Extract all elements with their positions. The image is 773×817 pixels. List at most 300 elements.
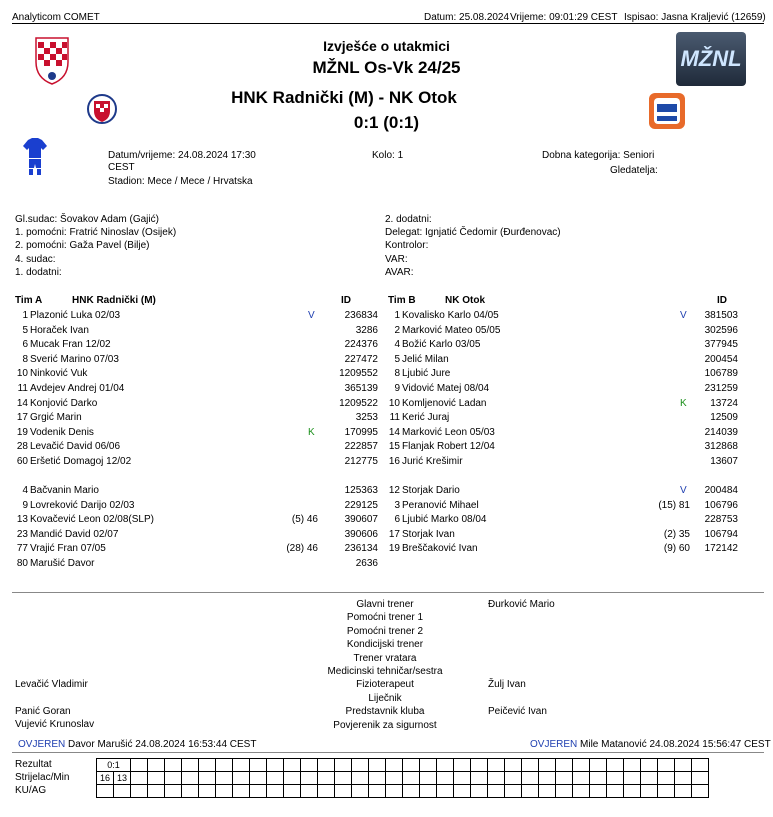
staff-role: Trener vratara [353, 652, 417, 664]
grid-cell [454, 759, 471, 772]
player-number: 6 [394, 514, 400, 526]
player-number: 16 [388, 456, 400, 467]
player-id: 227472 [344, 353, 378, 365]
player-id: 106796 [704, 499, 738, 511]
player-row [8, 411, 378, 425]
player-id: 377945 [704, 339, 738, 351]
player-row [380, 367, 750, 381]
player-number: 5 [22, 324, 28, 336]
player-id: 302596 [704, 324, 738, 336]
grid-cell [250, 772, 267, 785]
official-right: 2. dodatni: [385, 214, 432, 225]
player-number: 11 [17, 383, 28, 394]
player-id: 12509 [710, 412, 738, 424]
player-name: Kovalisko Karlo 04/05 [402, 310, 499, 321]
grid-cell [692, 759, 709, 772]
player-id: 3253 [355, 412, 378, 424]
match-title: HNK Radnički (M) - NK Otok [231, 88, 457, 107]
player-id: 390607 [344, 514, 378, 526]
grid-cell [199, 772, 216, 785]
away-verified [530, 739, 771, 750]
player-name: Božić Karlo 03/05 [402, 339, 481, 351]
player-row [380, 324, 750, 338]
player-name: Ninković Vuk [30, 368, 88, 380]
player-number: 10 [16, 368, 28, 380]
home-security-officer: Vujević Krunoslav [15, 719, 95, 730]
player-number: 5 [394, 353, 400, 365]
staff-role: Predstavnik kluba [345, 706, 425, 718]
substitution-info: (28) 46 [286, 543, 318, 555]
grid-cell [522, 785, 539, 798]
grid-cell [573, 785, 590, 798]
official-right: VAR: [385, 254, 408, 265]
player-name: Lovreković Darijo 02/03 [30, 499, 135, 511]
grid-cell [233, 785, 250, 798]
grid-cell: 16 [97, 772, 114, 785]
grid-cell [97, 785, 114, 798]
player-number: 14 [16, 397, 28, 409]
player-id: 312868 [704, 441, 738, 453]
player-id: 172142 [704, 543, 738, 555]
grid-cell [352, 772, 369, 785]
player-row [380, 426, 750, 440]
staff-role: Kondicijski trener [346, 639, 424, 651]
print-date: Datum: 25.08.2024 [424, 12, 510, 23]
player-name: Jelić Milan [402, 353, 449, 365]
player-row [8, 484, 378, 498]
grid-cell [369, 759, 386, 772]
grid-cell [454, 772, 471, 785]
grid-cell [573, 772, 590, 785]
grid-cell [420, 772, 437, 785]
player-number: 1 [22, 310, 28, 321]
grid-cell [641, 785, 658, 798]
player-number: 4 [394, 339, 400, 351]
player-name: Breščaković Ivan [402, 543, 478, 555]
grid-cell [148, 759, 165, 772]
player-number: 11 [389, 412, 400, 424]
grid-cell [386, 759, 403, 772]
player-number: 15 [388, 441, 400, 453]
grid-cell [267, 785, 284, 798]
player-id: 236134 [344, 543, 378, 555]
match-stadium: Stadion: Mece / Mece / Hrvatska [108, 176, 253, 187]
player-number: 14 [388, 426, 400, 438]
grid-cell [624, 772, 641, 785]
player-number: 19 [16, 426, 28, 438]
team-a-label: Tim A [15, 295, 43, 306]
official-right: AVAR: [385, 267, 414, 278]
player-id: 2636 [355, 558, 378, 569]
grid-cell [641, 772, 658, 785]
staff-role: Pomoćni trener 2 [346, 625, 424, 637]
grid-cell [556, 759, 573, 772]
substitution-info: (2) 35 [663, 528, 690, 540]
match-tz: CEST [108, 162, 135, 173]
player-name: Vidović Matej 08/04 [402, 383, 490, 394]
grid-cell [505, 785, 522, 798]
player-row [8, 542, 378, 556]
player-row [380, 338, 750, 352]
grid-cell [590, 772, 607, 785]
grid-cell [216, 772, 233, 785]
grid-row [97, 785, 709, 798]
grid-cell: 0:1 [97, 759, 131, 772]
staff-role: Liječnik [368, 692, 402, 704]
grid-cell [420, 759, 437, 772]
grid-cell [590, 785, 607, 798]
grid-cell [471, 772, 488, 785]
player-number: 17 [388, 528, 400, 540]
staff-role: Medicinski tehničar/sestra [327, 666, 443, 677]
grid-cell [403, 772, 420, 785]
player-id: 212775 [344, 456, 378, 467]
grid-cell [488, 785, 505, 798]
player-name: Flanjak Robert 12/04 [402, 441, 495, 453]
player-name: Sverić Marino 07/03 [30, 353, 119, 365]
official-left: 2. pomoćni: Gaža Pavel (Bilje) [15, 240, 150, 251]
grid-cell [658, 759, 675, 772]
grid-cell [607, 759, 624, 772]
spectators: Gledatelja: [610, 165, 658, 176]
substitution-info: (15) 81 [658, 499, 690, 511]
player-number: 80 [16, 558, 28, 569]
grid-cell [284, 759, 301, 772]
player-number: 2 [394, 324, 400, 336]
player-number: 1 [394, 310, 400, 321]
player-id: 106794 [704, 528, 738, 540]
player-name: Levačić David 06/06 [30, 441, 121, 453]
player-id: 200484 [704, 485, 738, 496]
grid-cell [233, 759, 250, 772]
verified-tag: OVJEREN [18, 739, 66, 750]
grid-cell [352, 785, 369, 798]
player-row [380, 309, 750, 323]
grid-cell [539, 785, 556, 798]
player-row [8, 338, 378, 352]
grid-cell [624, 785, 641, 798]
grid-cell [131, 759, 148, 772]
grid-cell [301, 785, 318, 798]
player-number: 4 [22, 485, 28, 496]
grid-cell [335, 772, 352, 785]
grid-cell [573, 759, 590, 772]
player-row [380, 513, 750, 527]
kit-icon [22, 138, 48, 176]
player-name: Eršetić Domagoj 12/02 [30, 456, 132, 467]
player-id: 236834 [344, 310, 378, 321]
grid-cell [301, 772, 318, 785]
print-time: Vrijeme: 09:01:29 CEST [510, 12, 618, 23]
official-left: 1. dodatni: [15, 267, 62, 278]
printed-by: Ispisao: Jasna Kraljević (12659) [624, 12, 766, 23]
player-number: 3 [394, 499, 400, 511]
player-row [380, 397, 750, 411]
player-row [8, 528, 378, 542]
grid-cell [216, 759, 233, 772]
grid-cell [199, 759, 216, 772]
verified-text: Mile Matanović 24.08.2024 15:56:47 CEST [580, 739, 771, 750]
staff-role: Fizioterapeut [356, 679, 414, 691]
official-left: 1. pomoćni: Fratrić Ninoslav (Osijek) [15, 227, 177, 238]
player-name: Mucak Fran 12/02 [30, 339, 111, 351]
player-id: 365139 [344, 383, 378, 394]
player-number: 28 [16, 441, 28, 453]
grid-cell [131, 772, 148, 785]
grid-row [97, 759, 709, 772]
player-row [380, 382, 750, 396]
grid-cell [403, 759, 420, 772]
player-name: Avdejev Andrej 01/04 [30, 383, 125, 394]
player-id: 222857 [344, 441, 378, 453]
player-name: Storjak Dario [402, 485, 460, 496]
grid-cell [471, 785, 488, 798]
player-row [380, 528, 750, 542]
player-id: 228753 [704, 514, 738, 526]
player-id: 214039 [704, 426, 738, 438]
player-name: Vrajić Fran 07/05 [30, 543, 106, 555]
grid-cell [658, 772, 675, 785]
player-name: Marković Mateo 05/05 [402, 324, 501, 336]
player-row [8, 367, 378, 381]
player-id: 1209552 [339, 368, 378, 380]
grid-cell [267, 759, 284, 772]
staff-role: Pomoćni trener 1 [346, 612, 424, 624]
player-id: 3286 [355, 324, 378, 336]
substitution-info: (9) 60 [663, 543, 690, 555]
player-id: 231259 [704, 383, 738, 394]
player-row [8, 397, 378, 411]
player-name: Bačvanin Mario [30, 485, 99, 496]
grid-cell [539, 759, 556, 772]
grid-cell [420, 785, 437, 798]
player-id: 170995 [344, 426, 378, 438]
player-number: 60 [16, 456, 28, 467]
team-b-id-header: ID [717, 295, 727, 306]
grid-cell [692, 772, 709, 785]
home-physio: Levačić Vladimir [15, 679, 88, 690]
staff-role: Povjerenik za sigurnost [333, 719, 437, 731]
grid-cell [182, 785, 199, 798]
player-name: Peranović Mihael [402, 499, 479, 511]
player-id: 13724 [710, 397, 738, 409]
player-id: 224376 [344, 339, 378, 351]
grid-cell [624, 759, 641, 772]
match-round: Kolo: 1 [372, 150, 404, 161]
grid-cell [675, 785, 692, 798]
grid-cell [318, 772, 335, 785]
player-row [8, 440, 378, 454]
grid-cell [607, 785, 624, 798]
grid-cell [437, 772, 454, 785]
grid-cell [318, 759, 335, 772]
grid-cell [335, 759, 352, 772]
player-name: Vodenik Denis [30, 426, 94, 438]
grid-cell [369, 772, 386, 785]
player-role-mark: V [680, 485, 687, 496]
grid-cell [522, 772, 539, 785]
player-row [8, 557, 378, 571]
player-number: 9 [22, 499, 28, 511]
grid-cell [301, 759, 318, 772]
mznl-logo: MŽNL [676, 32, 746, 86]
player-number: 8 [394, 368, 400, 380]
player-name: Horaček Ivan [30, 324, 89, 336]
player-number: 6 [22, 339, 28, 351]
player-row [380, 353, 750, 367]
grid-cell [505, 772, 522, 785]
app-name: Analyticom COMET [12, 12, 100, 23]
verified-tag: OVJEREN [530, 739, 578, 750]
grid-cell [471, 759, 488, 772]
player-id: 229125 [344, 499, 378, 511]
player-name: Plazonić Luka 02/03 [30, 310, 121, 321]
player-row [380, 484, 750, 498]
grid-cell [165, 759, 182, 772]
team-a-id-header: ID [341, 295, 351, 306]
player-name: Kovačević Leon 02/08(SLP) [30, 514, 154, 526]
player-row [8, 353, 378, 367]
player-name: Marušić Davor [30, 558, 95, 569]
grid-cell [165, 772, 182, 785]
team-a-name: HNK Radnički (M) [72, 295, 156, 306]
player-id: 106789 [704, 368, 738, 380]
player-name: Grgić Marin [30, 412, 82, 424]
player-name: Komljenović Ladan [402, 397, 487, 409]
player-row [8, 324, 378, 338]
player-role-mark: V [680, 310, 687, 321]
grid-label-scorer: Strijelac/Min [15, 772, 70, 783]
official-left: Gl.sudac: Šovakov Adam (Gajić) [15, 214, 159, 225]
score-grid [96, 758, 709, 798]
grid-cell [386, 772, 403, 785]
grid-cell [267, 772, 284, 785]
grid-cell [488, 759, 505, 772]
player-id: 200454 [704, 353, 738, 365]
home-verified [18, 739, 256, 750]
player-row [380, 411, 750, 425]
player-role-mark: K [680, 397, 687, 409]
staff-role: Glavni trener [356, 599, 414, 610]
player-id: 125363 [344, 485, 378, 496]
grid-cell: 13 [114, 772, 131, 785]
grid-cell [369, 785, 386, 798]
home-representative: Panić Goran [15, 706, 71, 717]
grid-label-result: Rezultat [15, 759, 52, 770]
grid-cell [131, 785, 148, 798]
player-number: 10 [388, 397, 400, 409]
grid-cell [607, 772, 624, 785]
grid-cell [165, 785, 182, 798]
grid-cell [590, 759, 607, 772]
player-number: 13 [16, 514, 28, 526]
away-head-coach: Đurković Mario [488, 599, 555, 610]
away-physio: Žulj Ivan [488, 679, 526, 690]
player-name: Mandić David 02/07 [30, 528, 119, 540]
grid-cell [199, 785, 216, 798]
player-id: 13607 [710, 456, 738, 467]
grid-label-ku: KU/AG [15, 785, 47, 796]
player-row [8, 426, 378, 440]
grid-cell [148, 785, 165, 798]
report-title: Izvješće o utakmici [323, 38, 450, 54]
grid-cell [539, 772, 556, 785]
grid-cell [692, 785, 709, 798]
player-id: 1209522 [339, 397, 378, 409]
grid-cell [284, 772, 301, 785]
grid-cell [505, 759, 522, 772]
grid-cell [182, 759, 199, 772]
player-number: 8 [22, 353, 28, 365]
grid-cell [114, 785, 131, 798]
match-score: 0:1 (0:1) [353, 113, 420, 132]
player-number: 9 [394, 383, 400, 394]
grid-cell [658, 785, 675, 798]
player-row [8, 499, 378, 513]
player-name: Kerić Juraj [402, 412, 450, 424]
grid-cell [522, 759, 539, 772]
grid-cell [182, 772, 199, 785]
player-id: 381503 [704, 310, 738, 321]
grid-cell [284, 785, 301, 798]
player-name: Ljubić Jure [402, 368, 451, 380]
player-id: 390606 [344, 528, 378, 540]
player-row [380, 542, 750, 556]
player-number: 23 [16, 528, 28, 540]
player-row [380, 455, 750, 469]
official-right: Kontrolor: [385, 240, 429, 251]
grid-cell [216, 785, 233, 798]
grid-cell [437, 759, 454, 772]
substitution-info: (5) 46 [291, 514, 318, 526]
player-row [8, 309, 378, 323]
grid-cell [148, 772, 165, 785]
grid-cell [403, 785, 420, 798]
grid-cell [437, 785, 454, 798]
grid-cell [250, 785, 267, 798]
grid-cell [318, 785, 335, 798]
grid-cell [386, 785, 403, 798]
away-representative: Peičević Ivan [488, 706, 547, 717]
verified-text: Davor Marušić 24.08.2024 16:53:44 CEST [68, 739, 257, 750]
grid-cell [335, 785, 352, 798]
official-right: Delegat: Ignjatić Čedomir (Đurđenovac) [385, 227, 561, 238]
grid-cell [556, 772, 573, 785]
player-name: Ljubić Marko 08/04 [402, 514, 487, 526]
official-left: 4. sudac: [15, 254, 56, 265]
player-number: 19 [388, 543, 400, 555]
player-name: Konjović Darko [30, 397, 98, 409]
player-name: Marković Leon 05/03 [402, 426, 495, 438]
match-datetime: Datum/vrijeme: 24.08.2024 17:30 [108, 150, 256, 161]
grid-cell [641, 759, 658, 772]
grid-cell [556, 785, 573, 798]
grid-cell [352, 759, 369, 772]
grid-cell [488, 772, 505, 785]
team-b-label: Tim B [388, 295, 416, 306]
grid-cell [675, 772, 692, 785]
grid-row [97, 772, 709, 785]
player-number: 17 [16, 412, 28, 424]
player-name: Jurić Krešimir [402, 456, 463, 467]
player-row [380, 499, 750, 513]
grid-cell [250, 759, 267, 772]
player-number: 77 [16, 543, 28, 555]
player-row [380, 440, 750, 454]
player-row [8, 382, 378, 396]
grid-cell [233, 772, 250, 785]
competition-title: MŽNL Os-Vk 24/25 [312, 58, 461, 77]
